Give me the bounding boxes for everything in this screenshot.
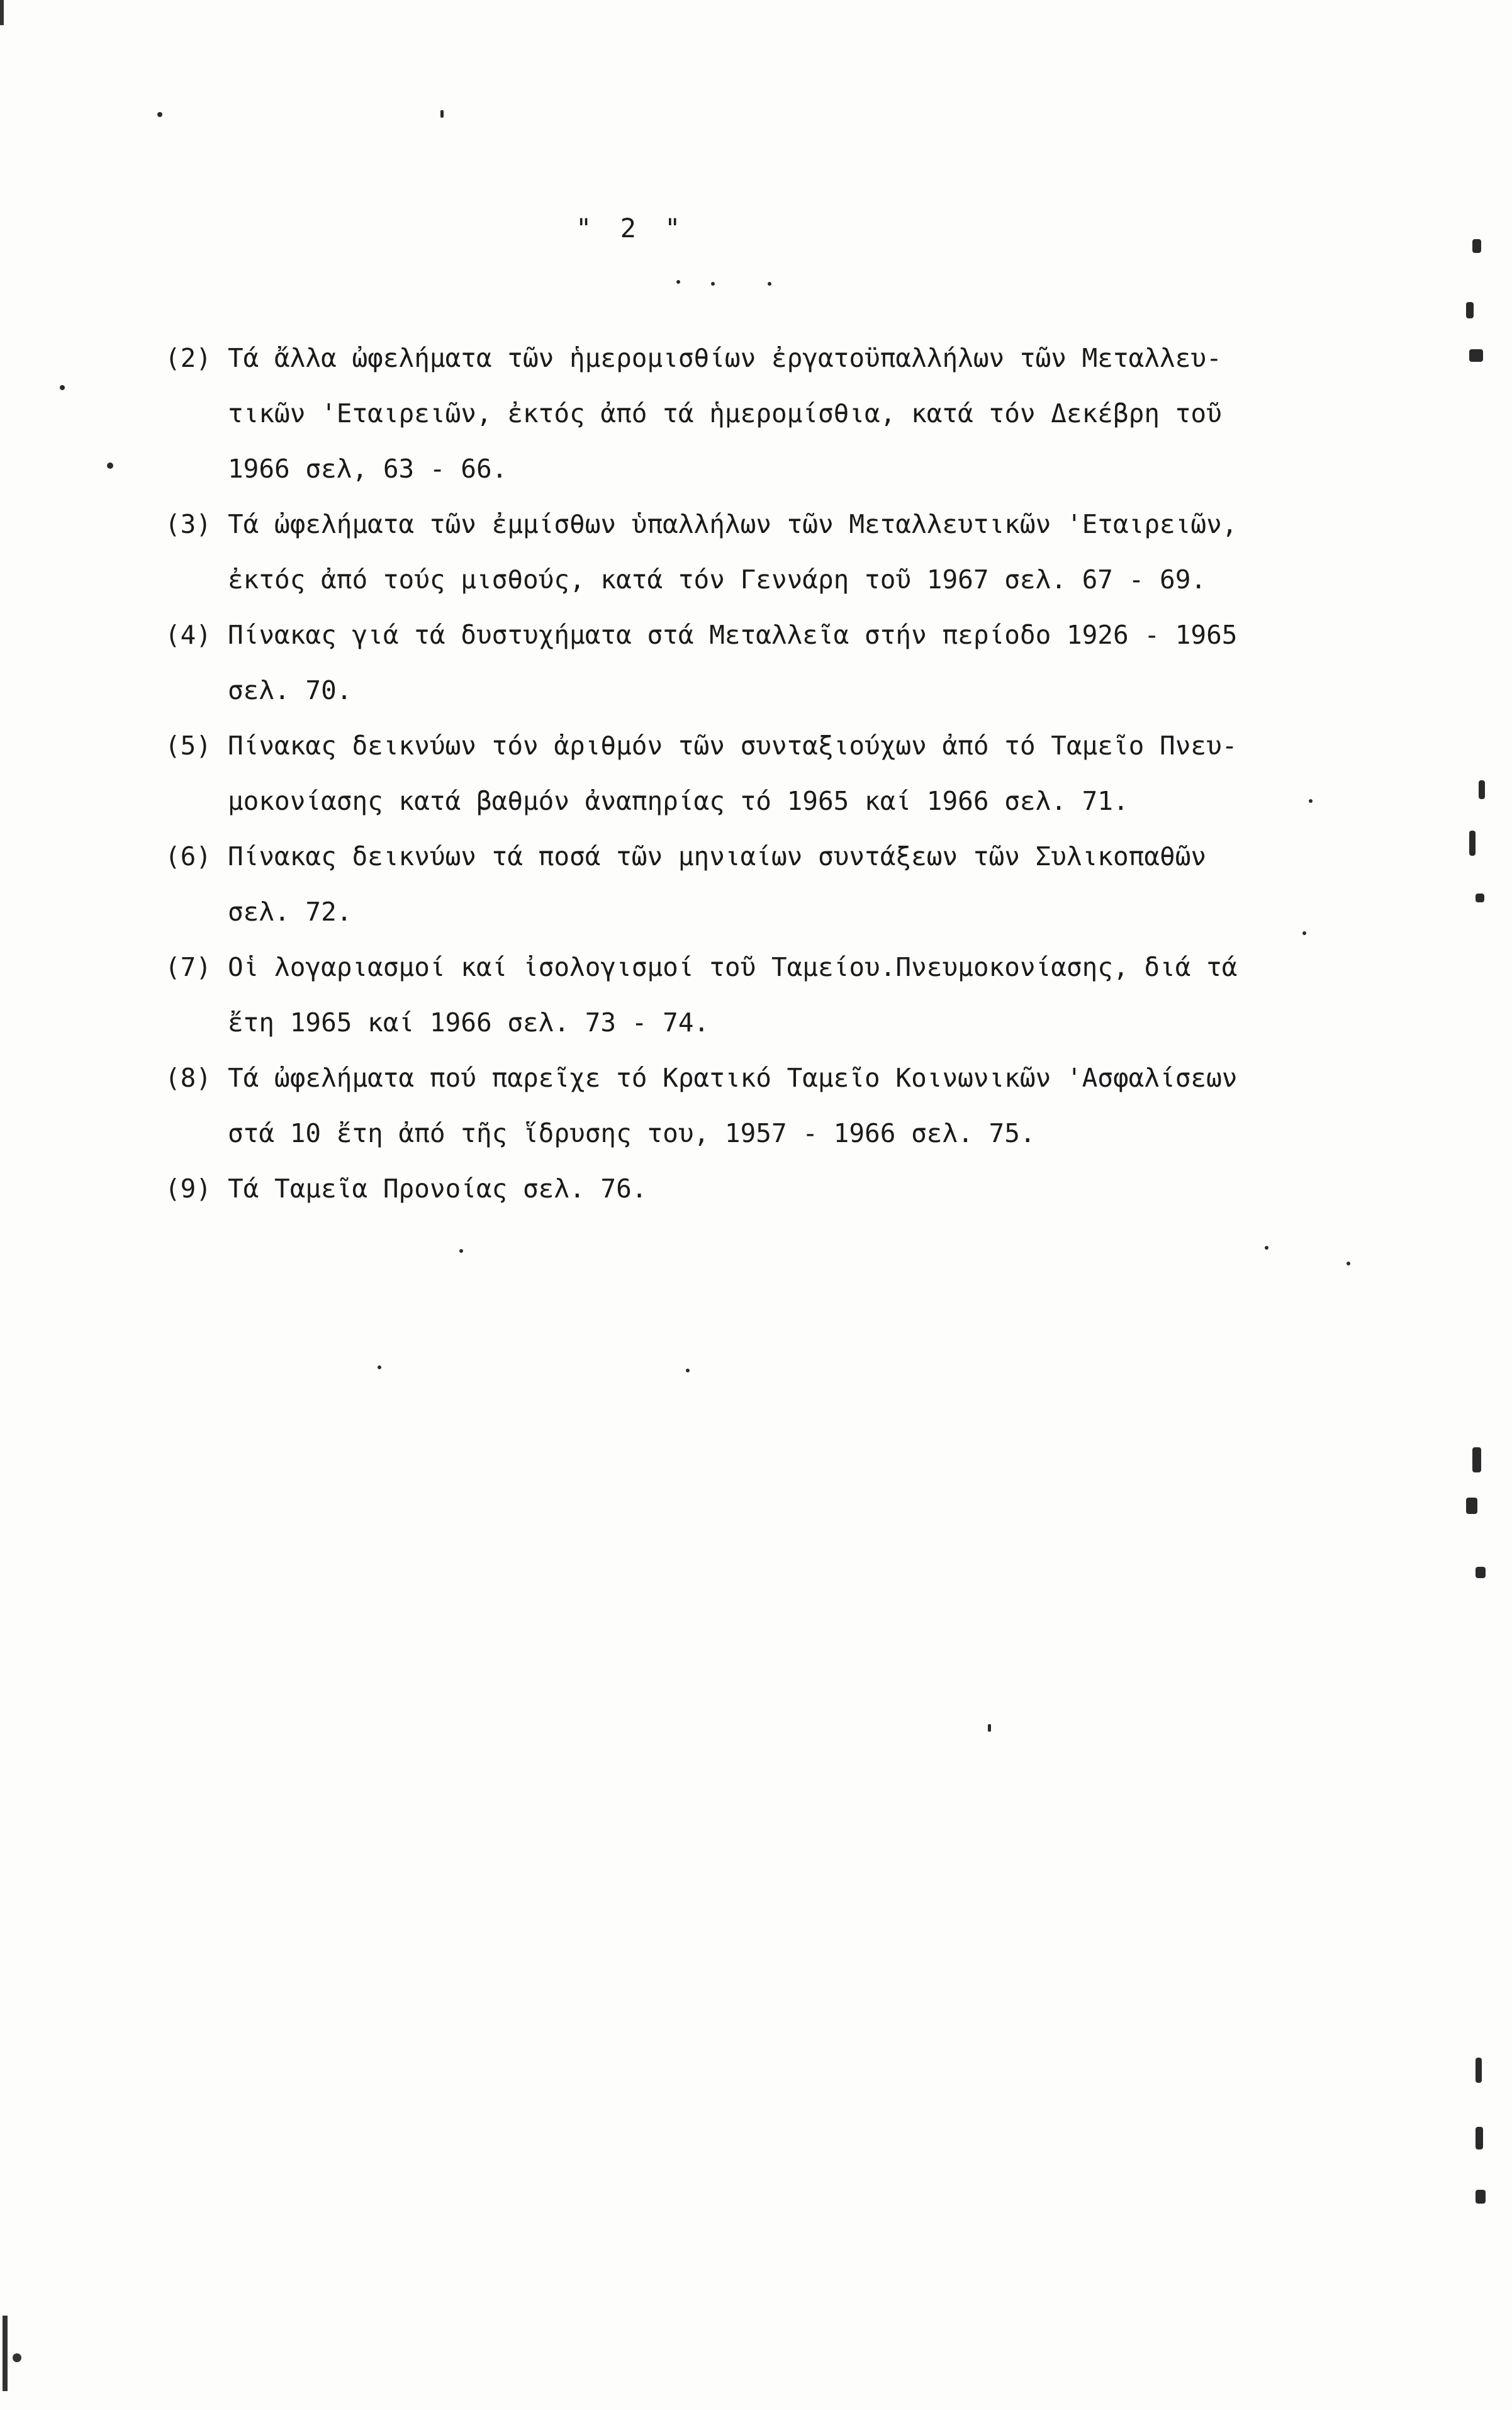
scan-edge-mark (13, 2353, 21, 2362)
entry-line: σελ. 72. (228, 897, 352, 927)
list-item (165, 718, 1335, 829)
entry-line: Τά ὠφελήματα πού παρεῖχε τό Κρατικό Ταμεῖο Κοινωνικῶν 'Ασφαλίσεων (228, 1063, 1238, 1093)
list-item (165, 496, 1335, 607)
entry-number: (8) (165, 1063, 212, 1093)
scan-speck (1469, 349, 1483, 362)
entry-number: (2) (165, 343, 212, 373)
scan-speck (1347, 1262, 1350, 1265)
page-number: " 2 " (576, 213, 687, 244)
scan-speck (1265, 1246, 1268, 1250)
scan-speck (768, 282, 771, 286)
scan-speck (1472, 1447, 1481, 1472)
entry-line: Πίνακας γιά τά δυστυχήματα στά Μεταλλεῖα στήν περίοδο 1926 - 1965 (228, 620, 1238, 650)
entry-line: τικῶν 'Εταιρειῶν, ἐκτός ἀπό τά ἡμερομίσθια, κατά τόν Δεκέβρη τοῦ (228, 398, 1222, 429)
entry-line: Τά Ταμεῖα Προνοίας σελ. 76. (228, 1174, 647, 1204)
scan-speck (1466, 1498, 1477, 1514)
entry-list (165, 330, 1335, 1216)
entry-line: ἐκτός ἀπό τούς μισθούς, κατά τόν Γεννάρη τοῦ 1967 σελ. 67 - 69. (228, 564, 1207, 595)
list-item (165, 939, 1335, 1050)
scan-speck (711, 282, 715, 286)
scan-speck (378, 1365, 381, 1369)
scan-edge-mark (3, 2316, 8, 2391)
entry-line: Οἱ λογαριασμοί καί ἰσολογισμοί τοῦ Ταμείου.Πνευμοκονίασης, διά τά (228, 952, 1238, 982)
scan-edge-mark (0, 0, 4, 25)
entry-line: ἔτη 1965 καί 1966 σελ. 73 - 74. (228, 1007, 710, 1038)
entry-number: (7) (165, 952, 212, 982)
entry-number: (6) (165, 841, 212, 872)
scan-speck (1476, 2127, 1483, 2149)
entry-number: (9) (165, 1174, 212, 1204)
entry-number: (5) (165, 731, 212, 761)
entry-line: σελ. 70. (228, 675, 352, 705)
scan-speck (157, 112, 162, 117)
scan-speck (107, 462, 113, 469)
entry-line: Τά ἄλλα ὠφελήματα τῶν ἡμερομισθίων ἐργατοϋπαλλήλων τῶν Μεταλλευ- (228, 343, 1222, 373)
scan-speck (1476, 1567, 1486, 1578)
list-item (165, 330, 1335, 496)
entry-line: Πίνακας δεικνύων τόν ἀριθμόν τῶν συνταξιούχων ἀπό τό Ταμεῖο Πνευ- (228, 731, 1238, 761)
scan-speck (60, 385, 65, 390)
scan-speck (686, 1369, 690, 1372)
scan-speck (1476, 2190, 1486, 2204)
scan-speck (1469, 831, 1476, 856)
entry-line: Πίνακας δεικνύων τά ποσά τῶν μηνιαίων συντάξεων τῶν Συλικοπαθῶν (228, 841, 1207, 872)
scan-speck (459, 1249, 463, 1253)
scan-speck (676, 280, 680, 284)
list-item (165, 607, 1335, 718)
list-item (165, 1050, 1335, 1161)
scan-speck (1466, 302, 1474, 318)
list-item (165, 1161, 1335, 1216)
scan-speck (1472, 239, 1481, 253)
entry-number: (3) (165, 509, 212, 539)
entry-line: στά 10 ἔτη ἀπό τῆς ἵδρυσης του, 1957 - 1966 σελ. 75. (228, 1118, 1036, 1148)
scan-speck (1302, 931, 1306, 935)
entry-line: 1966 σελ, 63 - 66. (228, 454, 508, 484)
entry-line: μοκονίασης κατά βαθμόν ἀναπηρίας τό 1965 καί 1966 σελ. 71. (228, 786, 1129, 816)
scan-speck (1479, 780, 1485, 799)
list-item (165, 829, 1335, 939)
scan-speck (1309, 799, 1313, 803)
scan-speck (1476, 894, 1484, 902)
scan-speck (988, 1724, 991, 1732)
scan-speck (440, 110, 444, 118)
entry-line: Τά ὠφελήματα τῶν ἐμμίσθων ὑπαλλήλων τῶν Μεταλλευτικῶν 'Εταιρειῶν, (228, 509, 1238, 539)
scan-speck (1476, 2058, 1482, 2083)
entry-number: (4) (165, 620, 212, 650)
